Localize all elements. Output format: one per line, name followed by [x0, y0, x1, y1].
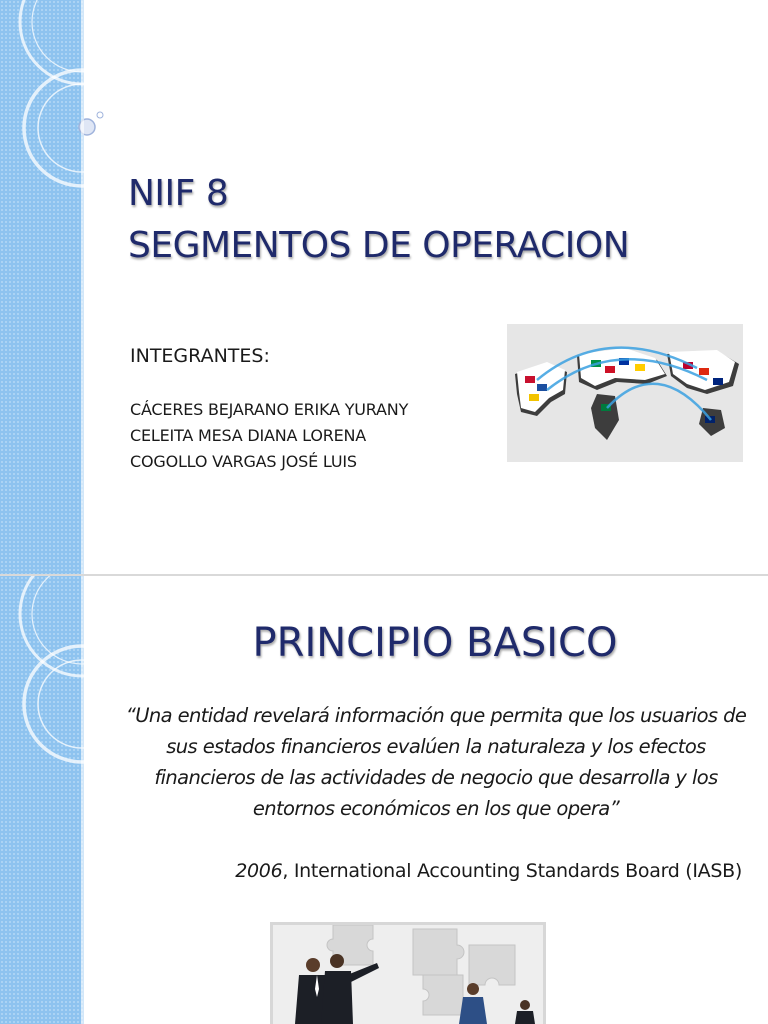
business-puzzle-image: [270, 922, 546, 1024]
world-map-image: [507, 324, 743, 462]
title-line-2: SEGMENTOS DE OPERACION: [128, 225, 630, 266]
slide-title-heading: [128, 168, 629, 272]
members-label: INTEGRANTES:: [130, 345, 270, 367]
quote-source: [235, 860, 742, 882]
principle-heading: PRINCIPIO BASICO: [252, 620, 618, 666]
members-block: [130, 345, 408, 475]
source-year: 2006: [235, 860, 283, 882]
member-name: CÁCERES BEJARANO ERIKA YURANY: [130, 400, 409, 419]
member-name: COGOLLO VARGAS JOSÉ LUIS: [130, 452, 357, 471]
source-text: , International Accounting Standards Board (IASB): [282, 860, 742, 882]
title-line-1: NIIF 8: [128, 173, 229, 214]
decorative-side-band: [0, 0, 84, 574]
principle-quote: “Una entidad revelará información que permita que los usuarios de sus estados financieros evalúen la naturaleza y los efectos financieros de las actividades de negocio que desarrolla y los entornos económicos en los que opera”: [125, 704, 747, 820]
member-name: CELEITA MESA DIANA LORENA: [130, 426, 367, 445]
